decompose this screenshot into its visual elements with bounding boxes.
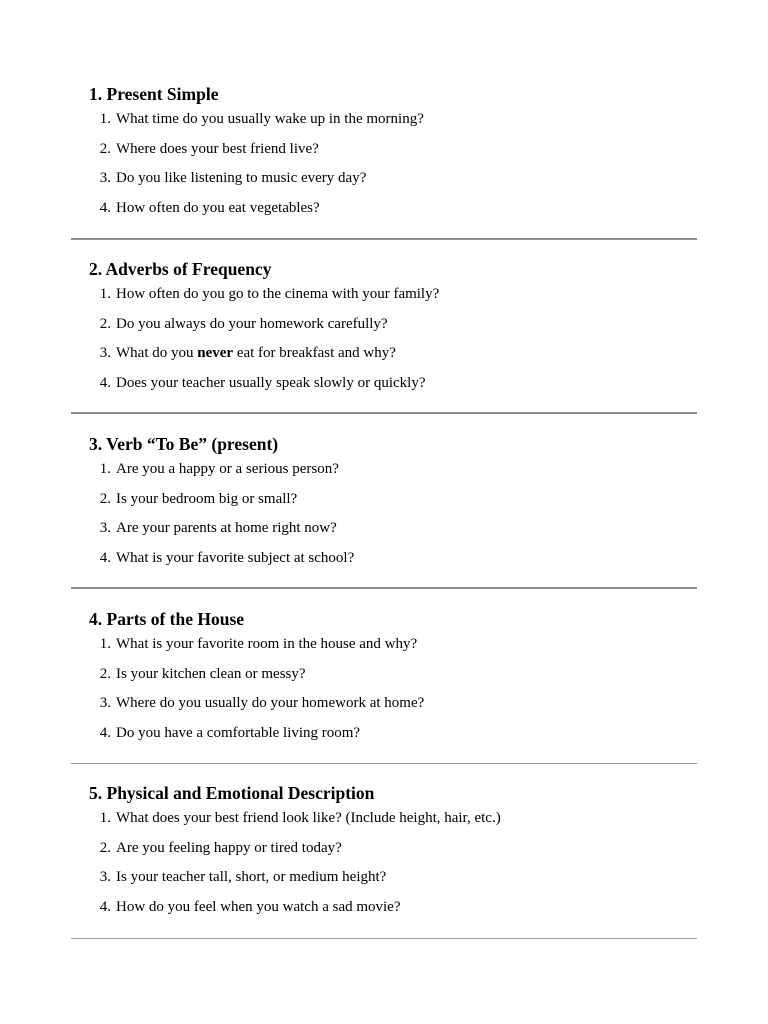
- section-divider: [71, 938, 697, 939]
- question-text: Does your teacher usually speak slowly or quickly?: [116, 374, 426, 391]
- section-divider: [71, 412, 697, 414]
- question-text: What is your favorite subject at school?: [116, 549, 355, 566]
- question-text: Is your kitchen clean or messy?: [116, 665, 306, 682]
- question-number: 1.: [99, 461, 111, 477]
- question-text: How often do you eat vegetables?: [116, 199, 320, 216]
- question-number: 3.: [99, 869, 111, 886]
- question-number: 3.: [99, 345, 111, 362]
- section-divider: [71, 763, 697, 764]
- question-number: 1.: [99, 286, 111, 302]
- question-text-after: eat for breakfast and why?: [233, 345, 396, 362]
- question-text: Are your parents at home right now?: [116, 520, 337, 537]
- section-title: 5. Physical and Emotional Description: [89, 783, 375, 803]
- question-number: 1.: [99, 111, 111, 127]
- question-number: 2.: [99, 490, 111, 507]
- question-number: 2.: [99, 665, 111, 682]
- question-text: Do you always do your homework carefully?: [116, 315, 388, 332]
- question-number: 2.: [99, 315, 111, 332]
- question-number: 4.: [99, 199, 111, 216]
- question-number: 1.: [99, 810, 111, 826]
- question-text: Is your teacher tall, short, or medium height?: [116, 869, 387, 886]
- question-text: Are you a happy or a serious person?: [116, 461, 339, 477]
- question-text: Where does your best friend live?: [116, 140, 319, 157]
- question-text: Are you feeling happy or tired today?: [116, 839, 342, 856]
- question-text: Where do you usually do your homework at home?: [116, 695, 425, 712]
- question-text: What does your best friend look like? (Include height, hair, etc.): [116, 810, 501, 826]
- question-text: [116, 344, 396, 362]
- question-text: What time do you usually wake up in the morning?: [116, 111, 424, 127]
- section-divider: [71, 587, 697, 589]
- question-number: 2.: [99, 839, 111, 856]
- question-text: Is your bedroom big or small?: [116, 490, 298, 507]
- question-text: How often do you go to the cinema with your family?: [116, 286, 440, 302]
- question-text: Do you have a comfortable living room?: [116, 724, 361, 741]
- section-divider: [71, 238, 697, 240]
- question-number: 1.: [99, 636, 111, 652]
- question-text-before: What do you: [116, 345, 198, 362]
- question-text: Do you like listening to music every day?: [116, 170, 367, 187]
- section-title: 4. Parts of the House: [89, 609, 245, 629]
- section-title: 1. Present Simple: [89, 84, 219, 104]
- question-number: 3.: [99, 520, 111, 537]
- question-text: What is your favorite room in the house and why?: [116, 636, 418, 652]
- section-title: 2. Adverbs of Frequency: [89, 259, 272, 279]
- question-text: How do you feel when you watch a sad movie?: [116, 898, 401, 915]
- question-number: 4.: [99, 549, 111, 566]
- emphasized-word: never: [197, 345, 234, 362]
- question-number: 3.: [99, 695, 111, 712]
- section-title: 3. Verb “To Be” (present): [89, 434, 279, 454]
- question-number: 2.: [99, 140, 111, 157]
- question-number: 4.: [99, 724, 111, 741]
- question-number: 4.: [99, 898, 111, 915]
- question-number: 4.: [99, 374, 111, 391]
- question-number: 3.: [99, 170, 111, 187]
